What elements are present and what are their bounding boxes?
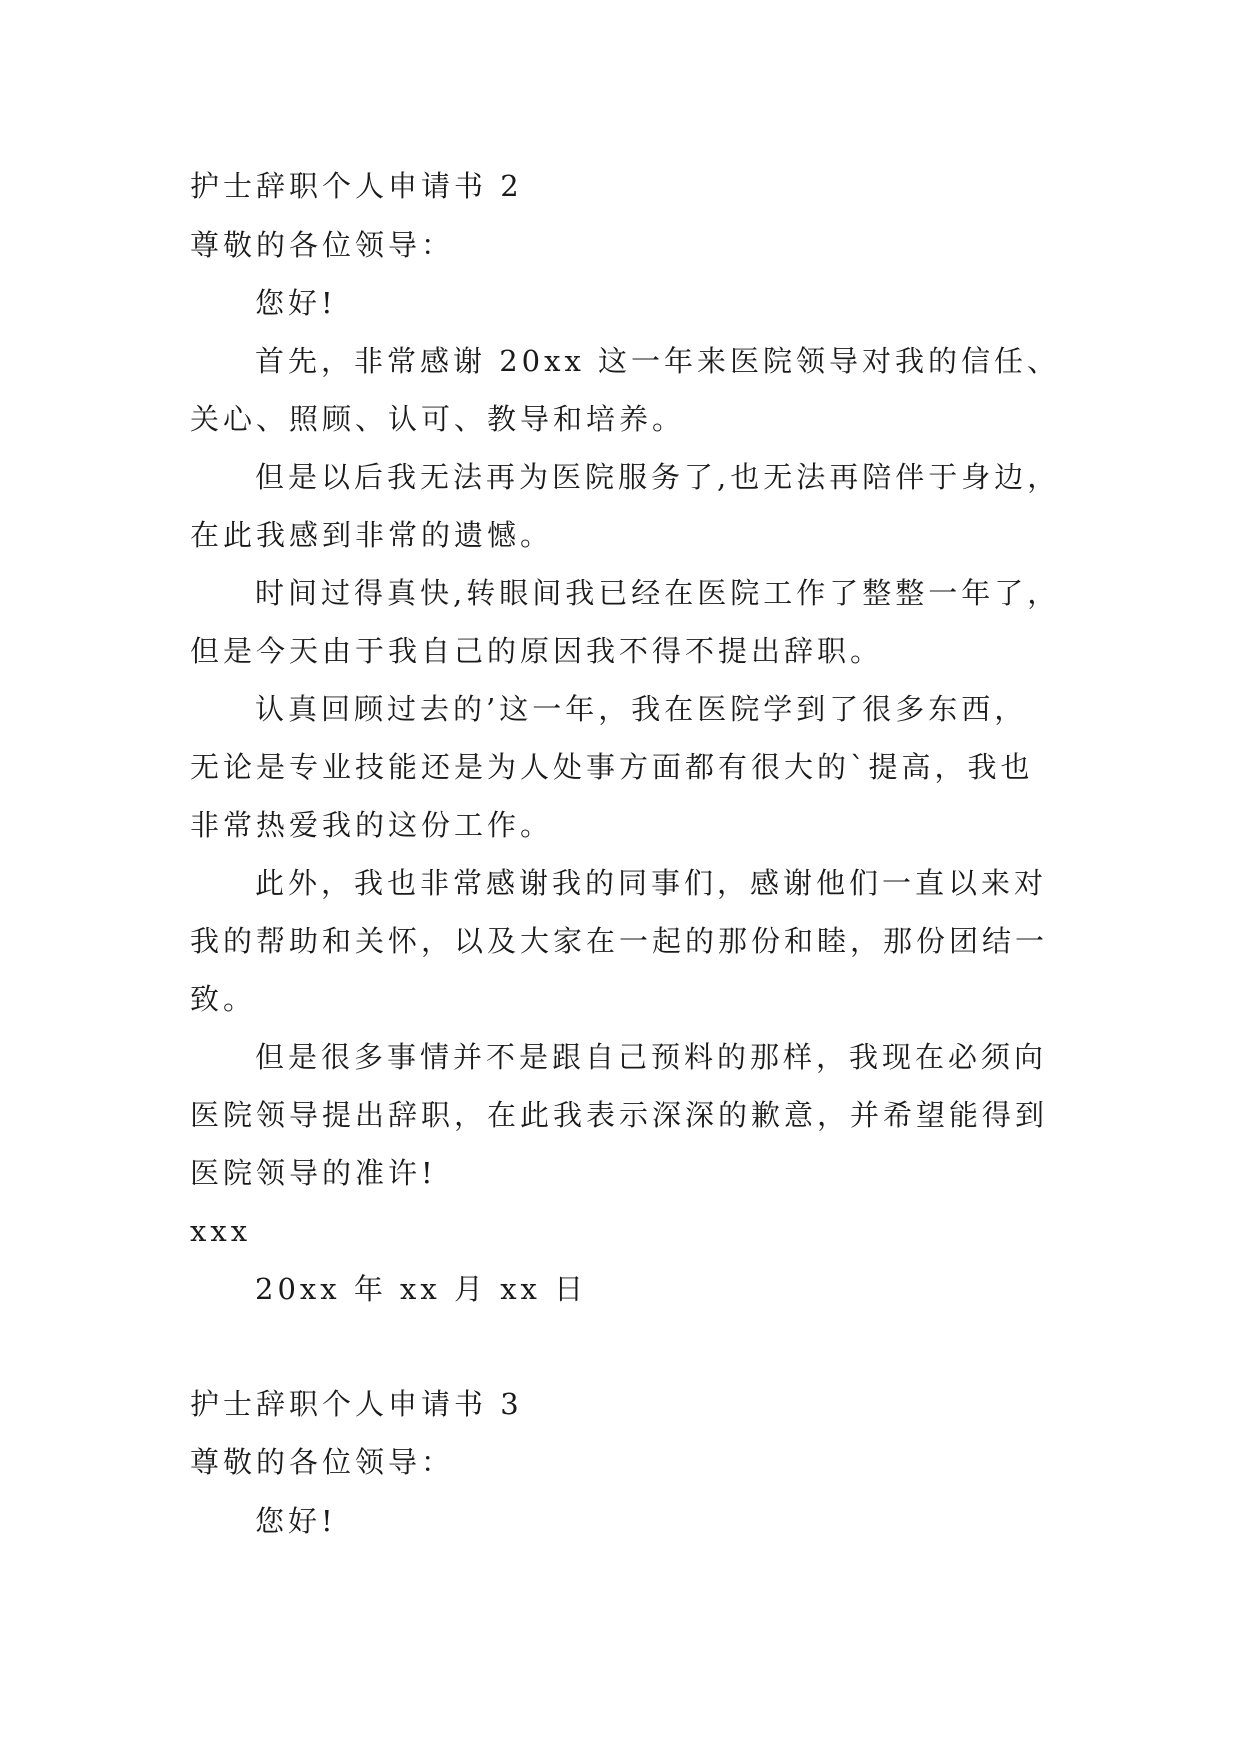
paragraph-line: 关心、照顾、认可、教导和培养。 bbox=[190, 402, 686, 436]
paragraph-line: 此外，我也非常感谢我的同事们，感谢他们一直以来对 bbox=[255, 866, 1048, 900]
letter-2-signature: xxx bbox=[190, 1214, 252, 1248]
paragraph-line: 医院领导的准许! bbox=[190, 1156, 437, 1190]
letter-2-date: 20xx 年 xx 月 xx 日 bbox=[255, 1272, 588, 1306]
paragraph-line: 无论是专业技能还是为人处事方面都有很大的`提高，我也 bbox=[190, 750, 1034, 784]
letter-2-salutation: 尊敬的各位领导： bbox=[190, 228, 455, 262]
paragraph-line: 非常热爱我的这份工作。 bbox=[190, 808, 554, 842]
paragraph-line: 在此我感到非常的遗憾。 bbox=[190, 518, 554, 552]
paragraph-line: 但是今天由于我自己的原因我不得不提出辞职。 bbox=[190, 634, 884, 668]
paragraph-line: 首先，非常感谢 20xx 这一年来医院领导对我的信任、 bbox=[255, 344, 1061, 378]
letter-3-title: 护士辞职个人申请书 3 bbox=[190, 1387, 523, 1421]
paragraph-line: 认真回顾过去的’这一年，我在医院学到了很多东西， bbox=[255, 692, 1028, 726]
letter-2-greeting: 您好! bbox=[255, 286, 337, 320]
letter-3-salutation: 尊敬的各位领导： bbox=[190, 1445, 455, 1479]
paragraph-line: 时间过得真快,转眼间我已经在医院工作了整整一年了， bbox=[255, 576, 1061, 610]
paragraph-line: 但是很多事情并不是跟自己预料的那样，我现在必须向 bbox=[255, 1040, 1048, 1074]
paragraph-line: 致。 bbox=[190, 982, 257, 1016]
paragraph-line: 医院领导提出辞职，在此我表示深深的歉意，并希望能得到 bbox=[190, 1098, 1049, 1132]
letter-3-greeting: 您好! bbox=[255, 1504, 337, 1538]
letter-2-title: 护士辞职个人申请书 2 bbox=[190, 169, 523, 203]
paragraph-line: 我的帮助和关怀，以及大家在一起的那份和睦，那份团结一 bbox=[190, 924, 1049, 958]
paragraph-line: 但是以后我无法再为医院服务了,也无法再陪伴于身边， bbox=[255, 460, 1061, 494]
